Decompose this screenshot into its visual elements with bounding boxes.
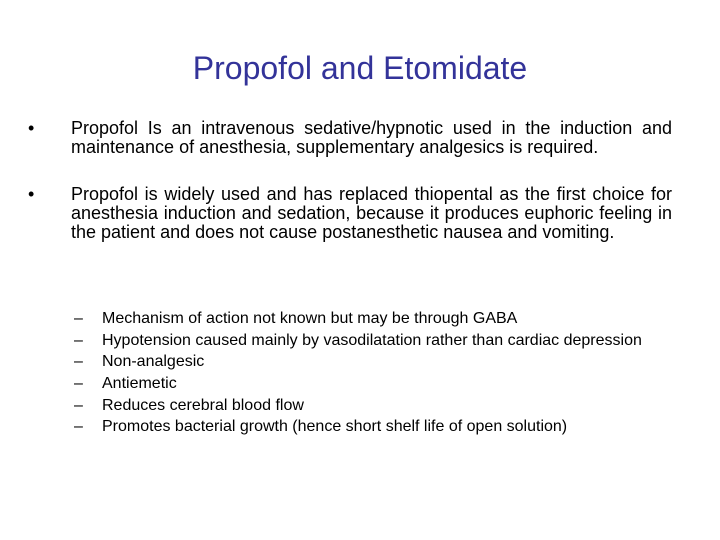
sub-bullet-text: Promotes bacterial growth (hence short shelf life of open solution): [102, 418, 568, 436]
sub-bullet-list: [74, 310, 674, 440]
sub-bullet-item: [74, 332, 674, 349]
dash-marker: –: [74, 375, 83, 393]
dash-marker: –: [74, 418, 83, 436]
bullet-item: [28, 185, 672, 242]
bullet-marker: •: [28, 118, 35, 138]
dash-marker: –: [74, 331, 83, 349]
bullet-text: Propofol Is an intravenous sedative/hypnotic used in the induction and maintenance of anesthesia, supplementary analgesics is required.: [71, 118, 672, 157]
bullet-text: Propofol is widely used and has replaced thiopental as the first choice for anesthesia induction and sedation, because it produces euphoric feeling in the patient and does not cause postanesthetic nausea and vomiting.: [71, 184, 672, 242]
sub-bullet-text: Mechanism of action not known but may be through GABA: [102, 310, 518, 327]
sub-bullet-item: [74, 375, 674, 392]
bullet-list: [28, 119, 672, 242]
sub-bullet-item: [74, 397, 674, 414]
bullet-marker: •: [28, 184, 35, 204]
sub-bullet-item: [74, 418, 674, 435]
bullet-item: [28, 119, 672, 157]
sub-bullet-text: Reduces cerebral blood flow: [102, 396, 304, 414]
dash-marker: –: [74, 310, 83, 327]
sub-bullet-text: Non-analgesic: [102, 353, 205, 371]
sub-bullet-item: [74, 353, 674, 370]
sub-bullet-text: Hypotension caused mainly by vasodilatation rather than cardiac depression: [102, 331, 642, 349]
sub-bullet-text: Antiemetic: [102, 375, 177, 393]
dash-marker: –: [74, 353, 83, 371]
sub-bullet-item: [74, 310, 674, 327]
dash-marker: –: [74, 396, 83, 414]
slide-title: Propofol and Etomidate: [192, 50, 528, 86]
